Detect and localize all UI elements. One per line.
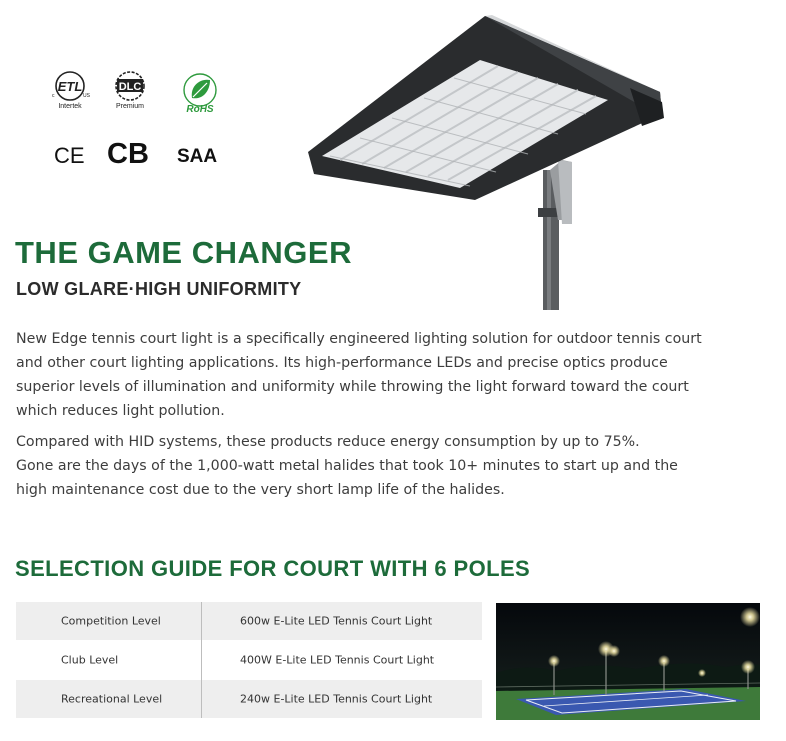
table-row: [16, 680, 482, 718]
etl-c-text: c: [52, 93, 55, 99]
paragraph-line: which reduces light pollution.: [16, 403, 225, 419]
selection-guide-title: SELECTION GUIDE FOR COURT WITH 6 POLES: [15, 556, 531, 581]
rohs-mark-text: RoHS: [186, 104, 214, 115]
dlc-logo: [108, 70, 152, 110]
dlc-mark-icon: [108, 70, 152, 102]
dlc-label: Premium: [115, 103, 144, 110]
product-cell: 240w E-Lite LED Tennis Court Light: [240, 692, 433, 706]
ce-mark: CE: [54, 143, 85, 168]
selection-guide-table: [16, 602, 482, 718]
level-cell: Recreational Level: [61, 692, 163, 706]
rohs-leaf-icon: [178, 72, 222, 116]
paragraph-line: and other court lighting applications. Its high-performance LEDs and precise optics produce: [16, 355, 668, 371]
level-cell: Club Level: [61, 653, 119, 667]
level-cell: Competition Level: [61, 614, 161, 628]
product-cell: 400W E-Lite LED Tennis Court Light: [240, 653, 435, 667]
page-subtitle: LOW GLARE·HIGH UNIFORMITY: [16, 279, 302, 299]
description-paragraph-2: [16, 430, 678, 502]
paragraph-line: superior levels of illumination and uniformity while throwing the light forward toward the court: [16, 379, 689, 395]
etl-label: Intertek: [58, 103, 82, 110]
etl-mark-text: ETL: [57, 79, 83, 94]
table-row: [16, 640, 482, 680]
court-light-fixture-image: [300, 10, 670, 310]
etl-logo: [46, 70, 94, 110]
table-column-divider: [201, 602, 202, 718]
paragraph-line: high maintenance cost due to the very short lamp life of the halides.: [16, 482, 505, 498]
product-cell: 600w E-Lite LED Tennis Court Light: [240, 614, 433, 628]
description-paragraph-1: [16, 327, 702, 423]
saa-mark: SAA: [177, 146, 218, 167]
table-row: [16, 602, 482, 640]
dlc-mark-text: DLC: [118, 81, 142, 93]
etl-us-text: US: [83, 93, 90, 99]
etl-mark-icon: [46, 70, 94, 102]
paragraph-line: New Edge tennis court light is a specifically engineered lighting solution for outdoor tennis court: [16, 331, 702, 347]
rohs-logo: [178, 72, 222, 120]
paragraph-line: Gone are the days of the 1,000-watt metal halides that took 10+ minutes to start up and the: [16, 458, 678, 474]
page-title: THE GAME CHANGER: [15, 235, 352, 270]
tennis-court-night-photo: [496, 603, 760, 720]
cb-mark: CB: [107, 138, 149, 170]
paragraph-line: Compared with HID systems, these products reduce energy consumption by up to 75%.: [16, 434, 640, 450]
